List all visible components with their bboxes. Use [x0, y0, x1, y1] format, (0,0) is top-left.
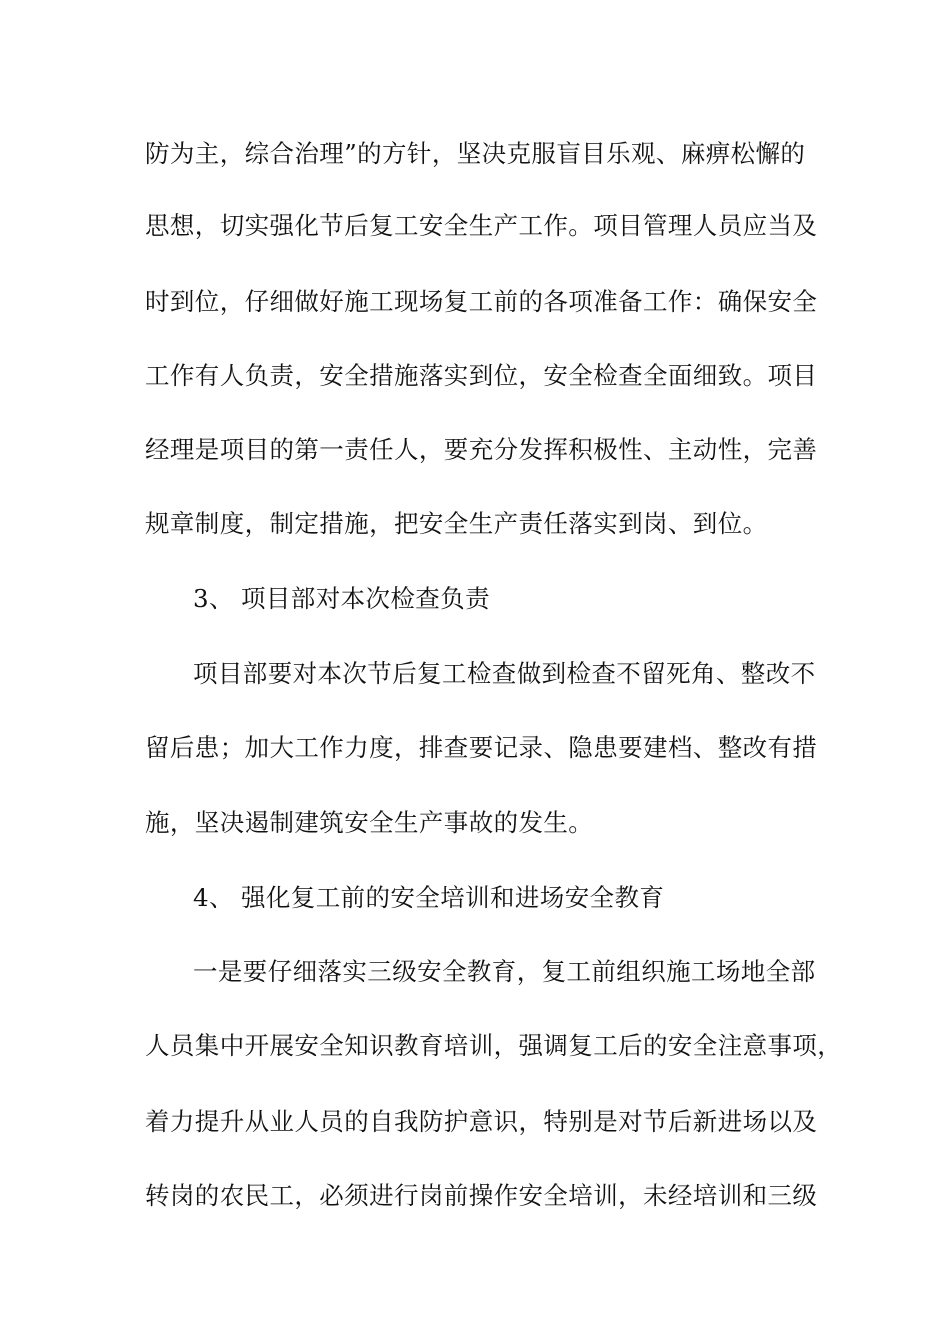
paragraph-line: 转岗的农民工，必须进行岗前操作安全培训，未经培训和三级: [145, 1181, 818, 1210]
section-heading-3: [193, 584, 490, 614]
paragraph-line: 施，坚决遏制建筑安全生产事故的发生。: [145, 808, 594, 837]
section-title: 项目部对本次检查负责: [241, 584, 490, 613]
paragraph-line: 项目部要对本次节后复工检查做到检查不留死角、整改不: [193, 659, 816, 688]
paragraph-line: 时到位，仔细做好施工现场复工前的各项准备工作：确保安全: [145, 287, 818, 316]
paragraph-line: 经理是项目的第一责任人，要充分发挥积极性、主动性，完善: [145, 435, 818, 464]
section-heading-4: [193, 883, 664, 913]
section-number: 3、: [193, 584, 234, 613]
paragraph-line: 着力提升从业人员的自我防护意识，特别是对节后新进场以及: [145, 1107, 818, 1136]
paragraph-line: 规章制度，制定措施，把安全生产责任落实到岗、到位。: [145, 509, 768, 538]
paragraph-line: 留后患；加大工作力度，排查要记录、隐患要建档、整改有措: [145, 733, 818, 762]
paragraph-line: 思想，切实强化节后复工安全生产工作。项目管理人员应当及: [145, 211, 818, 240]
section-title: 强化复工前的安全培训和进场安全教育: [241, 883, 665, 912]
paragraph-line: 一是要仔细落实三级安全教育，复工前组织施工场地全部: [193, 957, 816, 986]
paragraph-line: 人员集中开展安全知识教育培训，强调复工后的安全注意事项，: [145, 1031, 843, 1060]
section-number: 4、: [193, 883, 234, 912]
paragraph-line: 防为主，综合治理”的方针，坚决克服盲目乐观、麻痹松懈的: [145, 139, 806, 168]
paragraph-line: 工作有人负责，安全措施落实到位，安全检查全面细致。项目: [145, 361, 818, 390]
